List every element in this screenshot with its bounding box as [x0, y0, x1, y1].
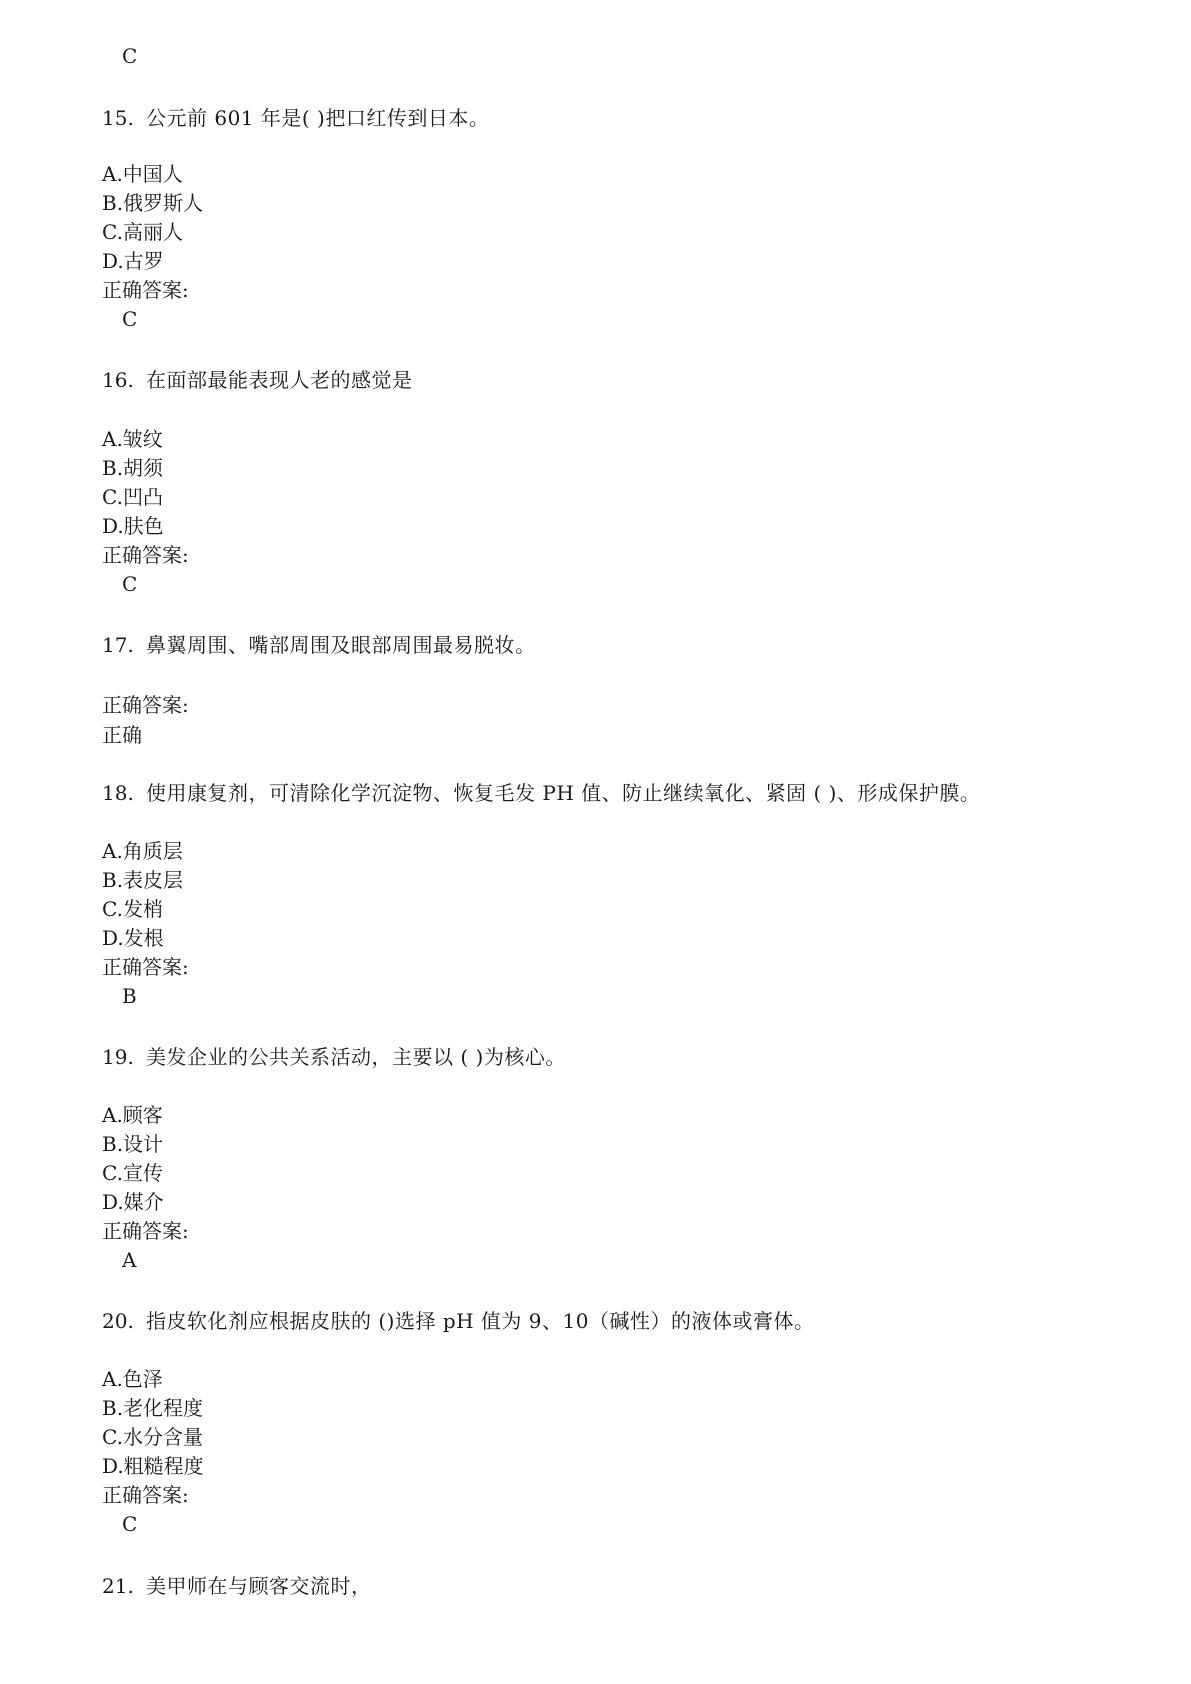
option-c: C.发梢 [102, 897, 163, 921]
answer-label: 正确答案: [102, 1219, 189, 1243]
option-d: D.发根 [102, 926, 164, 950]
question-number: 19. [102, 1045, 134, 1069]
option-d: D.媒介 [102, 1190, 164, 1214]
question-stem: 在面部最能表现人老的感觉是 [146, 368, 413, 392]
answer-value: C [122, 1512, 138, 1536]
option-d: D.粗糙程度 [102, 1454, 204, 1478]
question-number: 15. [102, 106, 134, 130]
question-number: 20. [102, 1309, 134, 1333]
answer-label: 正确答案: [102, 543, 189, 567]
answer-value: 正确 [102, 723, 142, 747]
option-c: C.宣传 [102, 1161, 163, 1185]
answer-label: 正确答案: [102, 955, 189, 979]
option-b: B.设计 [102, 1132, 164, 1156]
option-b: B.胡须 [102, 456, 164, 480]
answer-value: B [122, 984, 137, 1008]
option-a: A.色泽 [102, 1367, 163, 1391]
option-b: B.表皮层 [102, 868, 184, 892]
question-stem: 使用康复剂，可清除化学沉淀物、恢复毛发 PH 值、防止继续氧化、紧固 ( )、形成保护膜。 [146, 781, 981, 805]
question-number: 17. [102, 633, 134, 657]
option-c: C.凹凸 [102, 485, 163, 509]
answer-label: 正确答案: [102, 1483, 189, 1507]
option-d: D.肤色 [102, 514, 164, 538]
answer-value: A [122, 1248, 137, 1272]
question-stem: 美甲师在与顾客交流时， [146, 1574, 372, 1598]
option-a: A.顾客 [102, 1103, 163, 1127]
question-number: 16. [102, 368, 134, 392]
option-a: A.中国人 [102, 162, 183, 186]
option-b: B.老化程度 [102, 1396, 204, 1420]
question-stem: 公元前 601 年是( )把口红传到日本。 [146, 106, 490, 130]
answer-label: 正确答案: [102, 693, 189, 717]
answer-value: C [122, 307, 138, 331]
answer-value: C [122, 572, 138, 596]
question-stem: 鼻翼周围、嘴部周围及眼部周围最易脱妆。 [146, 633, 536, 657]
question-number: 21. [102, 1574, 134, 1598]
option-b: B.俄罗斯人 [102, 191, 204, 215]
option-c: C.水分含量 [102, 1425, 203, 1449]
option-a: A.角质层 [102, 839, 183, 863]
question-stem: 指皮软化剂应根据皮肤的 ()选择 pH 值为 9、10（碱性）的液体或膏体。 [146, 1309, 815, 1333]
answer-label: 正确答案: [102, 278, 189, 302]
option-d: D.古罗 [102, 249, 164, 273]
previous-answer-value: C [122, 44, 138, 68]
question-stem: 美发企业的公共关系活动，主要以 ( )为核心。 [146, 1045, 566, 1069]
option-a: A.皱纹 [102, 427, 163, 451]
option-c: C.高丽人 [102, 220, 183, 244]
question-number: 18. [102, 781, 134, 805]
